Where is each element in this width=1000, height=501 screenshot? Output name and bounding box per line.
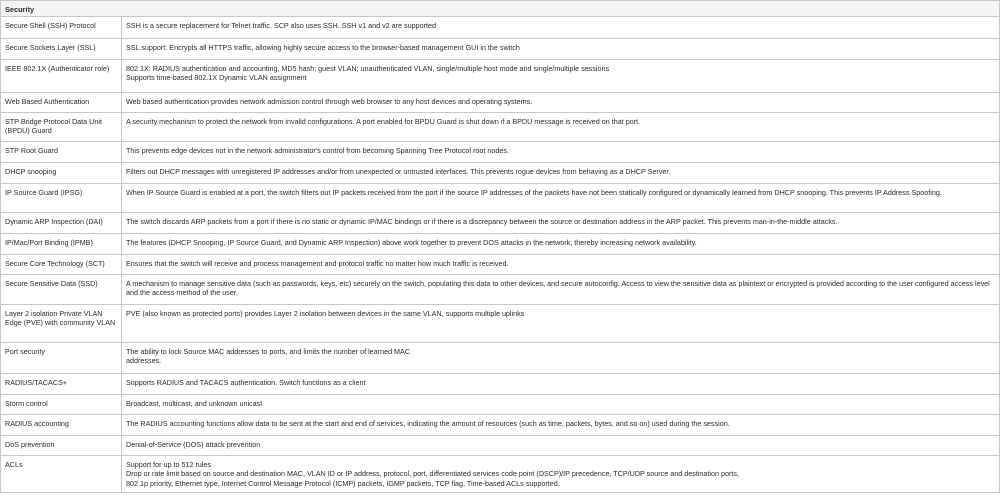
- feature-name: Secure Shell (SSH) Protocol: [1, 17, 122, 39]
- feature-name: Secure Sockets Layer (SSL): [1, 39, 122, 60]
- feature-description: [122, 93, 1000, 113]
- description-line: SSL support: Encrypts all HTTPS traffic, allowing highly secure access to the browser-based management GUI in the switch: [126, 42, 520, 52]
- feature-name: Dynamic ARP Inspection (DAI): [1, 213, 122, 234]
- feature-description: [122, 343, 1000, 374]
- feature-description: [122, 39, 1000, 60]
- description-line: The features (DHCP Snooping, IP Source Guard, and Dynamic ARP Inspection) above work together to prevent DOS attacks in the network, thereby increasing network availability.: [126, 237, 697, 247]
- description-line: SSH is a secure replacement for Telnet traffic. SCP also uses SSH. SSH v1 and v2 are supported: [126, 20, 437, 30]
- table-row: [1, 436, 1000, 456]
- feature-name: Web Based Authentication: [1, 93, 122, 113]
- description-line: 802.1X: RADIUS authentication and accounting, MD5 hash; guest VLAN; unauthenticated VLAN, single/multiple host mode and single/multiple sessions: [126, 63, 610, 73]
- description-line: Denial-of-Service (DOS) attack prevention: [126, 439, 261, 449]
- feature-description: [122, 374, 1000, 395]
- table-row: [1, 142, 1000, 163]
- table-row: [1, 17, 1000, 39]
- description-line: When IP Source Guard is enabled at a port, the switch filters out IP packets received from the port if the source IP addresses of the packets have not been statically configured or dynamically learned from DHCP snooping. This prevents IP Address Spoofing.: [126, 187, 942, 197]
- feature-description: [122, 142, 1000, 163]
- feature-description: [122, 17, 1000, 39]
- table-row: [1, 343, 1000, 374]
- feature-name: IEEE 802.1X (Authenticator role): [1, 60, 122, 93]
- feature-name: Port security: [1, 343, 122, 374]
- feature-name: RADIUS/TACACS+: [1, 374, 122, 395]
- feature-description: [122, 255, 1000, 275]
- description-line: Supports time-based 802.1X Dynamic VLAN assignment: [126, 73, 307, 83]
- feature-description: [122, 113, 1000, 142]
- description-line: The RADIUS accounting functions allow data to be sent at the start and end of services, indicating the amount of resources (such as time, packets, bytes, and so on) used during the session.: [126, 418, 730, 428]
- description-line: 802.1p priority, Ethernet type, Internet Control Message Protocol (ICMP) packets, IGMP packets, TCP flag, Time-based ACLs supported.: [126, 478, 560, 488]
- feature-name: Secure Core Technology (SCT): [1, 255, 122, 275]
- feature-name: STP Root Guard: [1, 142, 122, 163]
- description-line: Support for up to 512 rules: [126, 459, 212, 469]
- description-line: Filters out DHCP messages with unregistered IP addresses and/or from unexpected or untrusted interfaces. This prevents rogue devices from behaving as a DHCP Server.: [126, 166, 671, 176]
- feature-description: [122, 395, 1000, 415]
- feature-description: [122, 305, 1000, 343]
- feature-description: [122, 163, 1000, 184]
- description-line: Drop or rate limit based on source and destination MAC, VLAN ID or IP address, protocol, port, differentiated services code point (DSCP)/IP precedence, TCP/UDP source and destination ports,: [126, 469, 739, 479]
- table-row: [1, 213, 1000, 234]
- description-line: Supports RADIUS and TACACS authentication. Switch functions as a client: [126, 377, 366, 387]
- table-row: [1, 456, 1000, 493]
- table-row: [1, 60, 1000, 93]
- feature-description: [122, 234, 1000, 255]
- description-line: A security mechanism to protect the network from invalid configurations. A port enabled for BPDU Guard is shut down if a BPDU message is received on that port.: [126, 116, 641, 126]
- feature-description: [122, 275, 1000, 305]
- table-row: [1, 184, 1000, 213]
- table-row: [1, 39, 1000, 60]
- feature-description: [122, 456, 1000, 493]
- feature-description: [122, 60, 1000, 93]
- description-line: PVE (also known as protected ports) provides Layer 2 isolation between devices in the same VLAN, supports multiple uplinks: [126, 308, 525, 318]
- table-header-row: [1, 1, 1000, 17]
- description-line: Web based authentication provides network admission control through web browser to any host devices and operating systems.: [126, 96, 533, 106]
- feature-name: ACLs: [1, 456, 122, 493]
- table-row: [1, 255, 1000, 275]
- feature-name: Layer 2 isolation Private VLAN Edge (PVE) with community VLAN: [1, 305, 122, 343]
- description-line: This prevents edge devices not in the network administrator's control from becoming Spanning Tree Protocol root nodes.: [126, 145, 509, 155]
- table-body: [1, 17, 1000, 493]
- table-row: [1, 93, 1000, 113]
- feature-name: STP Bridge Protocol Data Unit (BPDU) Guard: [1, 113, 122, 142]
- feature-description: [122, 184, 1000, 213]
- table-row: [1, 275, 1000, 305]
- feature-name: IP Source Guard (IPSG): [1, 184, 122, 213]
- table-row: [1, 395, 1000, 415]
- feature-description: [122, 213, 1000, 234]
- feature-name: Storm control: [1, 395, 122, 415]
- description-line: The switch discards ARP packets from a port if there is no static or dynamic IP/MAC bindings or if there is a discrepancy between the source or destination address in the ARP packet. This prevents man-in-the-middle attacks.: [126, 216, 838, 226]
- feature-name: Secure Sensitive Data (SSD): [1, 275, 122, 305]
- table-row: [1, 234, 1000, 255]
- table-title: Security: [1, 1, 1000, 17]
- table-row: [1, 415, 1000, 436]
- feature-description: [122, 436, 1000, 456]
- description-line: Ensures that the switch will receive and process management and protocol traffic no matter how much traffic is received.: [126, 258, 509, 268]
- feature-name: RADIUS accounting: [1, 415, 122, 436]
- table-row: [1, 374, 1000, 395]
- description-line: A mechanism to manage sensitive data (such as passwords, keys, etc) securely on the switch, populating this data to other devices, and secure autoconfig. Access to view the sensitive data as plaintext or encrypted is provided according to the user configured access level and the access method of the user.: [126, 278, 990, 298]
- feature-name: IP/Mac/Port Binding (IPMB): [1, 234, 122, 255]
- description-line: The ability to lock Source MAC addresses to ports, and limits the number of learned MAC: [126, 346, 411, 356]
- table-row: [1, 163, 1000, 184]
- feature-name: DHCP snooping: [1, 163, 122, 184]
- table-row: [1, 113, 1000, 142]
- table-row: [1, 305, 1000, 343]
- feature-description: [122, 415, 1000, 436]
- description-line: Broadcast, multicast, and unknown unicast: [126, 398, 263, 408]
- feature-name: DoS prevention: [1, 436, 122, 456]
- description-line: addresses.: [126, 356, 162, 366]
